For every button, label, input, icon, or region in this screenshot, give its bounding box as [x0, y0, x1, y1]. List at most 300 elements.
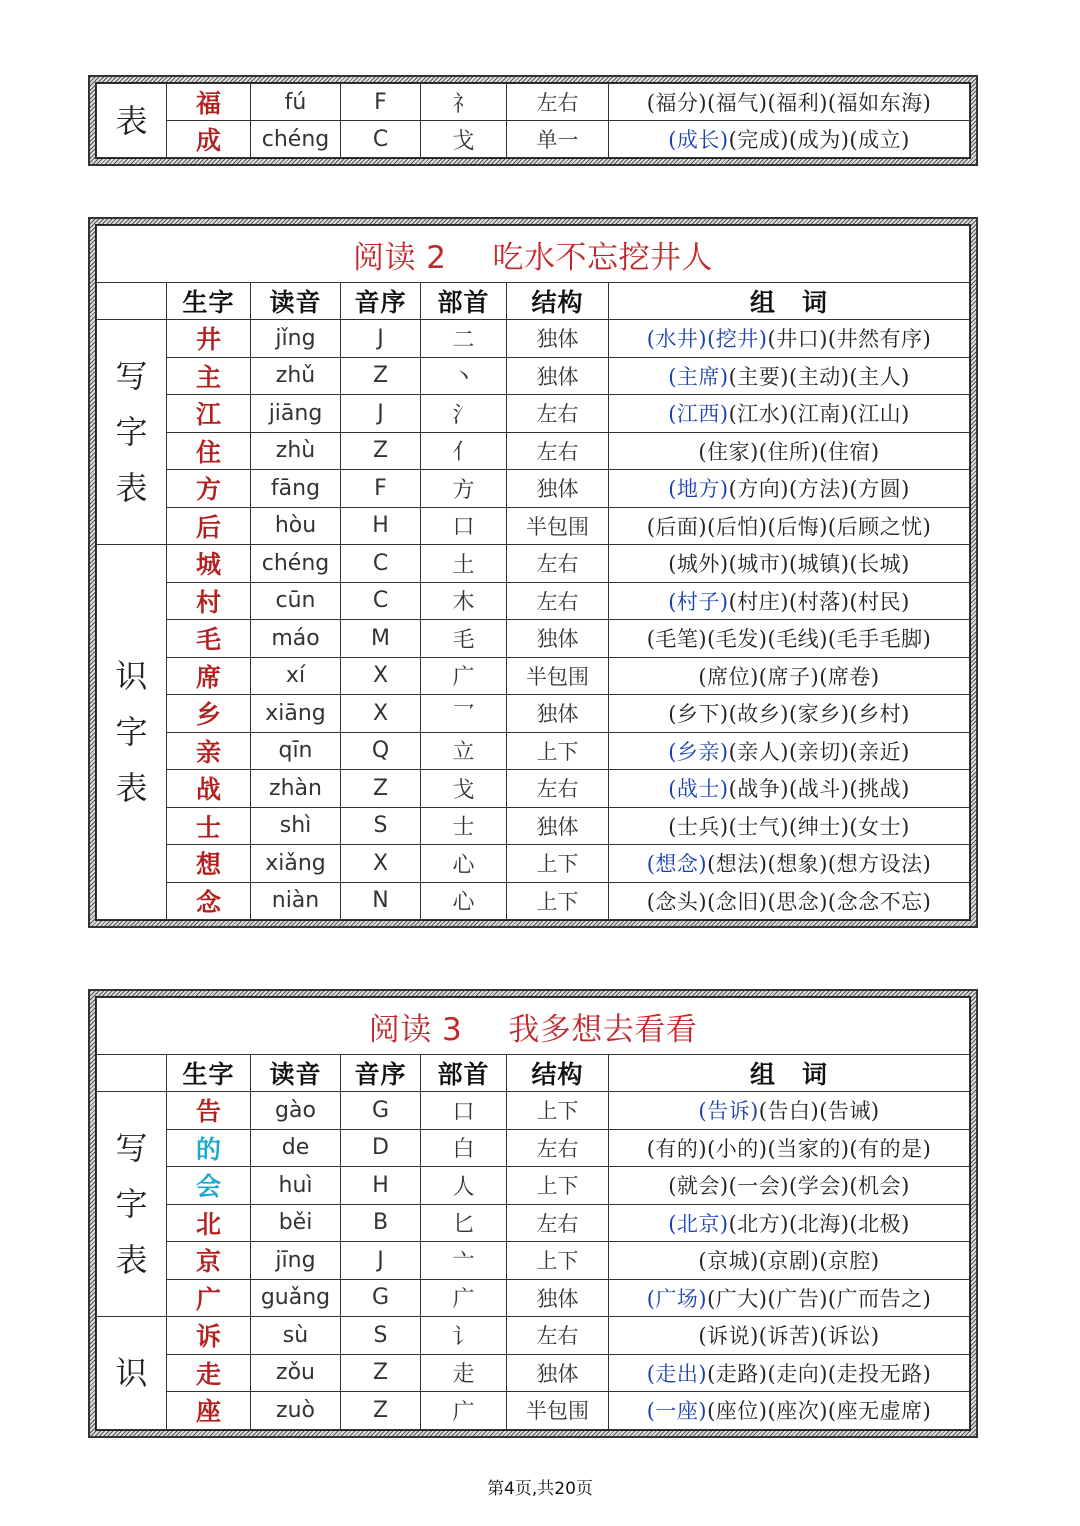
order-cell: X: [341, 845, 421, 883]
structure-cell: 单一: [507, 121, 609, 158]
word: (成长): [668, 128, 729, 152]
word: (毛线): [767, 627, 828, 652]
word: (故乡): [728, 702, 789, 727]
pinyin-cell: zǒu: [251, 1354, 341, 1392]
word: (住宿): [819, 439, 880, 464]
header-order: 音序: [341, 283, 421, 320]
words-cell: [609, 882, 970, 920]
lesson2-grid: [96, 225, 970, 920]
table-row: [97, 357, 970, 395]
char-cell: 毛: [167, 620, 251, 658]
word: (主动): [789, 364, 850, 389]
pinyin-cell: jiāng: [251, 395, 341, 433]
structure-cell: 左右: [507, 84, 609, 121]
word: (主席): [668, 364, 729, 389]
word: (走路): [707, 1361, 768, 1386]
char-cell: 成: [167, 121, 251, 158]
word: (一座): [646, 1399, 708, 1424]
structure-cell: 独体: [507, 1279, 609, 1317]
lesson2-header-row: [97, 283, 970, 320]
pinyin-cell: fāng: [251, 470, 341, 508]
pinyin-cell: hòu: [251, 507, 341, 545]
word: (诉讼): [819, 1324, 880, 1349]
word: (江西): [668, 402, 729, 427]
word: (后怕): [707, 514, 768, 539]
lesson2-table: [88, 217, 978, 928]
pinyin-cell: xiǎng: [251, 845, 341, 883]
radical-cell: 毛: [421, 620, 507, 658]
radical-cell: 乛: [421, 695, 507, 733]
word: (席位): [698, 664, 759, 689]
table-row: [97, 1092, 970, 1130]
pinyin-cell: zhù: [251, 432, 341, 470]
order-cell: D: [341, 1129, 421, 1167]
word: (北京): [668, 1211, 729, 1236]
words-cell: [609, 807, 970, 845]
header-char: 生字: [167, 1055, 251, 1092]
word: (地方): [668, 477, 729, 502]
structure-cell: 独体: [507, 320, 609, 358]
lesson3-title-num: 阅读 3: [368, 1011, 463, 1048]
words-cell: [609, 1392, 970, 1430]
word: (后顾之忧): [827, 514, 932, 539]
word: (思念): [767, 889, 828, 914]
word: (毛手毛脚): [827, 627, 932, 652]
word: (告诉): [698, 1099, 759, 1124]
pinyin-cell: xiāng: [251, 695, 341, 733]
word: (当家的): [767, 1136, 850, 1161]
section-label-cell: [97, 545, 167, 920]
char-cell: 乡: [167, 695, 251, 733]
word: (广而告之): [827, 1286, 932, 1311]
word: (完成): [728, 128, 789, 152]
order-cell: J: [341, 1242, 421, 1280]
header-pinyin: 读音: [251, 283, 341, 320]
word: (告白): [758, 1099, 820, 1124]
char-cell: 想: [167, 845, 251, 883]
word: (广场): [646, 1286, 708, 1311]
order-cell: X: [341, 695, 421, 733]
char-cell: 士: [167, 807, 251, 845]
char-cell: 井: [167, 320, 251, 358]
pinyin-cell: jǐng: [251, 320, 341, 358]
word: (京腔): [819, 1249, 880, 1274]
words-cell: [609, 1167, 970, 1205]
structure-cell: 左右: [507, 1317, 609, 1355]
word: (座次): [767, 1399, 828, 1424]
table-row: [97, 657, 970, 695]
section-label-char: 字: [115, 713, 148, 751]
page-number: 第4页,共20页: [487, 1479, 593, 1499]
word: (亲近): [849, 739, 910, 764]
order-cell: G: [341, 1092, 421, 1130]
lesson3-title-name: 我多想去看看: [508, 1011, 698, 1048]
pinyin-cell: cūn: [251, 582, 341, 620]
word: (住所): [758, 439, 820, 464]
table-row: [97, 770, 970, 808]
structure-cell: 左右: [507, 1204, 609, 1242]
pinyin-cell: zuò: [251, 1392, 341, 1430]
word: (诉说): [698, 1324, 759, 1349]
word: (诉苦): [758, 1324, 820, 1349]
lesson3-title: [97, 998, 970, 1055]
char-cell: 福: [167, 84, 251, 121]
word: (乡村): [849, 702, 910, 727]
order-cell: X: [341, 657, 421, 695]
structure-cell: 上下: [507, 732, 609, 770]
pinyin-cell: zhǔ: [251, 357, 341, 395]
char-cell: 走: [167, 1354, 251, 1392]
header-radical: 部首: [421, 1055, 507, 1092]
radical-cell: 士: [421, 807, 507, 845]
word: (想念): [646, 852, 708, 877]
word: (福如东海): [827, 91, 932, 115]
table-row: [97, 1129, 970, 1167]
char-cell: 座: [167, 1392, 251, 1430]
word: (就会): [668, 1174, 729, 1199]
word: (机会): [849, 1174, 910, 1199]
word: (想法): [707, 852, 768, 877]
section-label-char: 表: [115, 469, 148, 507]
structure-cell: 上下: [507, 845, 609, 883]
words-cell: [609, 1092, 970, 1130]
table-row: [97, 732, 970, 770]
structure-cell: 上下: [507, 1242, 609, 1280]
pinyin-cell: chéng: [251, 545, 341, 583]
pinyin-cell: de: [251, 1129, 341, 1167]
word: (福分): [646, 91, 708, 115]
structure-cell: 左右: [507, 582, 609, 620]
words-cell: [609, 620, 970, 658]
word: (北极): [849, 1211, 910, 1236]
char-cell: 亲: [167, 732, 251, 770]
pinyin-cell: guǎng: [251, 1279, 341, 1317]
word: (毛笔): [646, 627, 708, 652]
radical-cell: 匕: [421, 1204, 507, 1242]
table-row: [97, 84, 970, 121]
pinyin-cell: huì: [251, 1167, 341, 1205]
structure-cell: 独体: [507, 470, 609, 508]
char-cell: 广: [167, 1279, 251, 1317]
char-cell: 京: [167, 1242, 251, 1280]
char-cell: 江: [167, 395, 251, 433]
word: (福利): [767, 91, 828, 115]
order-cell: Z: [341, 770, 421, 808]
word: (绅士): [789, 814, 850, 839]
word: (成立): [849, 128, 910, 152]
header-pinyin: 读音: [251, 1055, 341, 1092]
order-cell: J: [341, 320, 421, 358]
pinyin-cell: qīn: [251, 732, 341, 770]
structure-cell: 半包围: [507, 507, 609, 545]
order-cell: Z: [341, 1392, 421, 1430]
header-radical: 部首: [421, 283, 507, 320]
word: (长城): [849, 552, 910, 577]
header-blank: [97, 283, 167, 320]
table-row: [97, 1279, 970, 1317]
top-fragment-grid: [96, 83, 970, 158]
word: (村子): [668, 589, 729, 614]
word: (战斗): [789, 777, 850, 802]
pinyin-cell: sù: [251, 1317, 341, 1355]
table-row: [97, 1317, 970, 1355]
char-cell: 战: [167, 770, 251, 808]
structure-cell: 左右: [507, 395, 609, 433]
word: (挑战): [849, 777, 910, 802]
pinyin-cell: jīng: [251, 1242, 341, 1280]
words-cell: [609, 770, 970, 808]
words-cell: [609, 357, 970, 395]
words-cell: [609, 507, 970, 545]
word: (告诫): [819, 1099, 880, 1124]
word: (一会): [728, 1174, 789, 1199]
section-label-char: 写: [115, 357, 148, 395]
radical-cell: 二: [421, 320, 507, 358]
section-label-cell: 表: [97, 84, 167, 158]
order-cell: G: [341, 1279, 421, 1317]
lesson3-grid: [96, 997, 970, 1430]
word: (住家): [698, 439, 759, 464]
word: (江南): [789, 402, 850, 427]
word: (小的): [707, 1136, 768, 1161]
char-cell: 北: [167, 1204, 251, 1242]
word: (井然有序): [827, 327, 932, 352]
radical-cell: 走: [421, 1354, 507, 1392]
table-row: [97, 470, 970, 508]
radical-cell: 广: [421, 657, 507, 695]
word: (念头): [646, 889, 708, 914]
words-cell: [609, 1317, 970, 1355]
words-cell: [609, 582, 970, 620]
order-cell: Z: [341, 432, 421, 470]
table-row: [97, 1204, 970, 1242]
table-row: [97, 582, 970, 620]
table-row: [97, 545, 970, 583]
table-row: [97, 1167, 970, 1205]
table-row: [97, 807, 970, 845]
words-cell: [609, 320, 970, 358]
order-cell: B: [341, 1204, 421, 1242]
pinyin-cell: běi: [251, 1204, 341, 1242]
word: (城镇): [789, 552, 850, 577]
words-cell: [609, 1129, 970, 1167]
char-cell: 告: [167, 1092, 251, 1130]
radical-cell: 土: [421, 545, 507, 583]
word: (挖井): [707, 327, 768, 352]
structure-cell: 半包围: [507, 657, 609, 695]
pinyin-cell: niàn: [251, 882, 341, 920]
pinyin-cell: shì: [251, 807, 341, 845]
radical-cell: 口: [421, 507, 507, 545]
order-cell: C: [341, 545, 421, 583]
pinyin-cell: xí: [251, 657, 341, 695]
word: (女士): [849, 814, 910, 839]
words-cell: [609, 470, 970, 508]
radical-cell: 立: [421, 732, 507, 770]
lesson3-header-row: [97, 1055, 970, 1092]
section-label-char: 字: [115, 413, 148, 451]
word: (士兵): [668, 814, 729, 839]
order-cell: H: [341, 1167, 421, 1205]
radical-cell: 讠: [421, 1317, 507, 1355]
words-cell: [609, 395, 970, 433]
words-cell: [609, 1279, 970, 1317]
word: (江山): [849, 402, 910, 427]
table-row: [97, 882, 970, 920]
word: (广大): [707, 1286, 768, 1311]
radical-cell: 心: [421, 882, 507, 920]
word: (乡亲): [668, 739, 729, 764]
pinyin-cell: fú: [251, 84, 341, 121]
table-row: [97, 507, 970, 545]
pinyin-cell: máo: [251, 620, 341, 658]
word: (士气): [728, 814, 789, 839]
header-structure: 结构: [507, 1055, 609, 1092]
word: (座无虚席): [827, 1399, 932, 1424]
radical-cell: 亻: [421, 432, 507, 470]
section-label-cell: [97, 1092, 167, 1317]
header-char: 生字: [167, 283, 251, 320]
word: (成为): [789, 128, 850, 152]
char-cell: 会: [167, 1167, 251, 1205]
word: (念旧): [707, 889, 768, 914]
words-cell: [609, 121, 970, 158]
table-row: [97, 395, 970, 433]
structure-cell: 左右: [507, 432, 609, 470]
radical-cell: 人: [421, 1167, 507, 1205]
word: (京剧): [758, 1249, 820, 1274]
order-cell: C: [341, 121, 421, 158]
char-cell: 住: [167, 432, 251, 470]
radical-cell: 方: [421, 470, 507, 508]
words-cell: [609, 432, 970, 470]
word: (家乡): [789, 702, 850, 727]
table-row: [97, 121, 970, 158]
structure-cell: 上下: [507, 1092, 609, 1130]
word: (福气): [707, 91, 768, 115]
word: (战士): [668, 777, 729, 802]
order-cell: C: [341, 582, 421, 620]
word: (江水): [728, 402, 789, 427]
pinyin-cell: zhàn: [251, 770, 341, 808]
section-label-char: 识: [115, 657, 148, 695]
section-label-char: 字: [115, 1185, 148, 1223]
structure-cell: 左右: [507, 1129, 609, 1167]
lesson3-table: [88, 989, 978, 1438]
section-label-char: 表: [115, 1241, 148, 1279]
words-cell: [609, 732, 970, 770]
lesson2-title-num: 阅读 2: [352, 239, 447, 276]
table-row: [97, 1392, 970, 1430]
word: (井口): [767, 327, 828, 352]
word: (方向): [728, 477, 789, 502]
words-cell: [609, 657, 970, 695]
section-label-cell: [97, 1317, 167, 1430]
word: (席卷): [819, 664, 880, 689]
order-cell: H: [341, 507, 421, 545]
table-row: [97, 432, 970, 470]
word: (战争): [728, 777, 789, 802]
char-cell: 的: [167, 1129, 251, 1167]
word: (走投无路): [827, 1361, 932, 1386]
order-cell: Q: [341, 732, 421, 770]
word: (城市): [728, 552, 789, 577]
order-cell: M: [341, 620, 421, 658]
structure-cell: 独体: [507, 807, 609, 845]
words-cell: [609, 845, 970, 883]
word: (亲切): [789, 739, 850, 764]
words-cell: [609, 545, 970, 583]
word: (后悔): [767, 514, 828, 539]
char-cell: 念: [167, 882, 251, 920]
word: (后面): [646, 514, 708, 539]
header-blank: [97, 1055, 167, 1092]
radical-cell: 口: [421, 1092, 507, 1130]
structure-cell: 独体: [507, 695, 609, 733]
word: (方圆): [849, 477, 910, 502]
order-cell: Z: [341, 1354, 421, 1392]
radical-cell: 木: [421, 582, 507, 620]
table-row: [97, 845, 970, 883]
order-cell: J: [341, 395, 421, 433]
char-cell: 席: [167, 657, 251, 695]
char-cell: 后: [167, 507, 251, 545]
structure-cell: 半包围: [507, 1392, 609, 1430]
words-cell: [609, 84, 970, 121]
word: (有的是): [849, 1136, 932, 1161]
word: (京城): [698, 1249, 759, 1274]
table-row: [97, 620, 970, 658]
structure-cell: 独体: [507, 1354, 609, 1392]
word: (主要): [728, 364, 789, 389]
word: (学会): [789, 1174, 850, 1199]
structure-cell: 上下: [507, 1167, 609, 1205]
header-structure: 结构: [507, 283, 609, 320]
radical-cell: 亠: [421, 1242, 507, 1280]
radical-cell: 白: [421, 1129, 507, 1167]
structure-cell: 左右: [507, 545, 609, 583]
char-cell: 方: [167, 470, 251, 508]
radical-cell: 心: [421, 845, 507, 883]
char-cell: 主: [167, 357, 251, 395]
word: (城外): [668, 552, 729, 577]
section-label-cell: [97, 320, 167, 545]
word: (乡下): [668, 702, 729, 727]
radical-cell: 戈: [421, 121, 507, 158]
word: (有的): [646, 1136, 708, 1161]
char-cell: 诉: [167, 1317, 251, 1355]
order-cell: F: [341, 470, 421, 508]
section-label-char: 识: [115, 1353, 148, 1392]
order-cell: S: [341, 1317, 421, 1355]
word: (村民): [849, 589, 910, 614]
word: (北方): [728, 1211, 789, 1236]
word: (亲人): [728, 739, 789, 764]
lesson2-title: [97, 226, 970, 283]
word: (想方设法): [827, 852, 932, 877]
table-row: [97, 320, 970, 358]
structure-cell: 左右: [507, 770, 609, 808]
top-fragment-table: [88, 75, 978, 166]
words-cell: [609, 1354, 970, 1392]
word: (广告): [767, 1286, 828, 1311]
words-cell: [609, 1242, 970, 1280]
word: (走向): [767, 1361, 828, 1386]
header-words: 组 词: [609, 283, 970, 320]
radical-cell: 戈: [421, 770, 507, 808]
order-cell: N: [341, 882, 421, 920]
char-cell: 村: [167, 582, 251, 620]
